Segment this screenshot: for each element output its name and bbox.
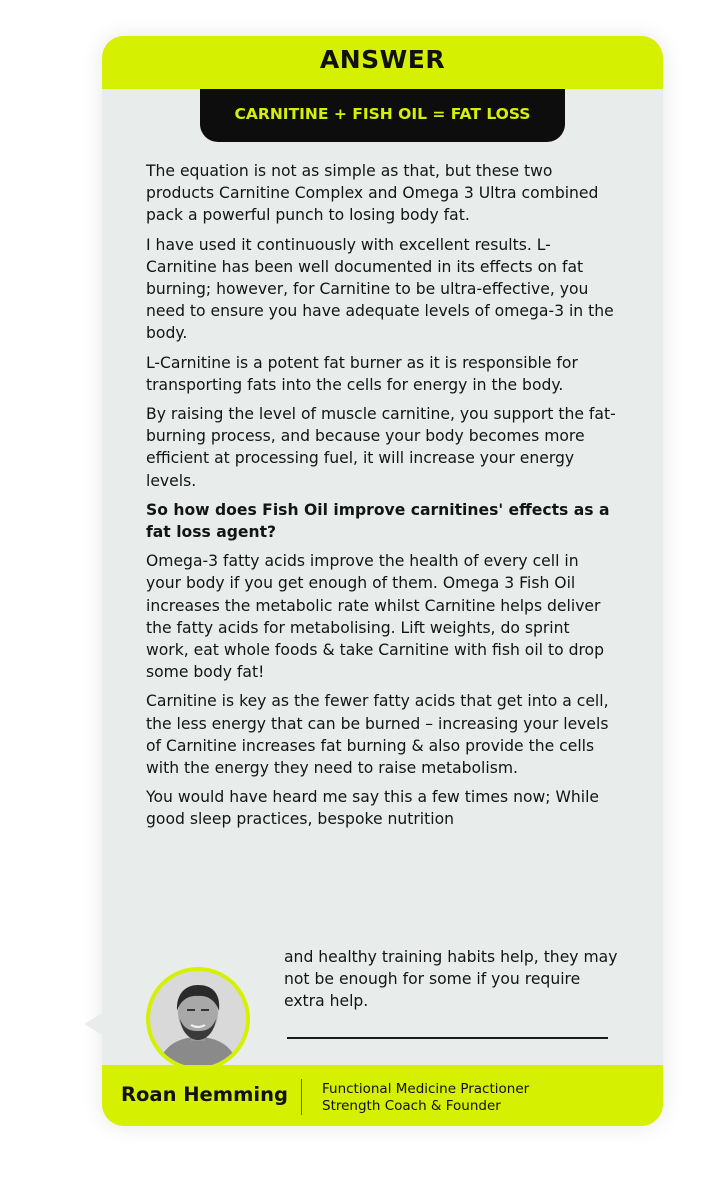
question-heading: So how does Fish Oil improve carnitines' effects as a fat loss agent? xyxy=(146,500,610,542)
signature-line xyxy=(287,1037,608,1039)
card-subtitle: CARNITINE + FISH OIL = FAT LOSS xyxy=(234,105,531,123)
paragraph: I have used it continuously with excellent results. L-Carnitine has been well documented in its effects on fat burning; however, for Carnitine to be ultra-effective, you need to ensure you have adequate levels of omega-3 in the body. xyxy=(146,235,614,343)
footer-divider xyxy=(301,1079,302,1115)
person-portrait-icon xyxy=(150,971,246,1067)
paragraph: Omega-3 fatty acids improve the health of every cell in your body if you get enough of them. Omega 3 Fish Oil increases the metabolic rate whilst Carnitine helps deliver the fatty acids for metabolising. Lift weights, do sprint work, eat whole foods & take Carnitine with fish oil to drop some body fat! xyxy=(146,552,604,682)
answer-body xyxy=(146,160,616,838)
speech-bubble-tail xyxy=(84,1012,104,1036)
paragraph: Carnitine is key as the fewer fatty acids that get into a cell, the less energy that can be burned – increasing your levels of Carnitine increases fat burning & also provide the cells with the energy they need to raise metabolism. xyxy=(146,692,609,778)
paragraph: You would have heard me say this a few times now; While good sleep practices, bespoke nutrition xyxy=(146,788,600,829)
header-band xyxy=(102,36,663,89)
paragraph: By raising the level of muscle carnitine, you support the fat-burning process, and because your body becomes more efficient at processing fuel, it will increase your energy levels. xyxy=(146,405,616,490)
answer-card xyxy=(102,36,663,1126)
author-footer xyxy=(102,1065,663,1126)
avatar-photo xyxy=(150,971,246,1067)
subtitle-pill xyxy=(200,89,565,142)
author-role xyxy=(322,1081,529,1114)
author-role-line1: Functional Medicine Practioner xyxy=(322,1081,530,1097)
paragraph: The equation is not as simple as that, but these two products Carnitine Complex and Omega 3 Ultra combined pack a powerful punch to losing body fat. xyxy=(146,162,599,225)
card-title: ANSWER xyxy=(319,45,446,74)
author-name: Roan Hemming xyxy=(121,1083,288,1106)
author-avatar xyxy=(146,967,250,1071)
author-role-line2: Strength Coach & Founder xyxy=(322,1097,501,1114)
paragraph-continuation: and healthy training habits help, they may not be enough for some if you require extra help. xyxy=(284,948,618,1011)
paragraph: L-Carnitine is a potent fat burner as it is responsible for transporting fats into the cells for energy in the body. xyxy=(146,353,578,394)
